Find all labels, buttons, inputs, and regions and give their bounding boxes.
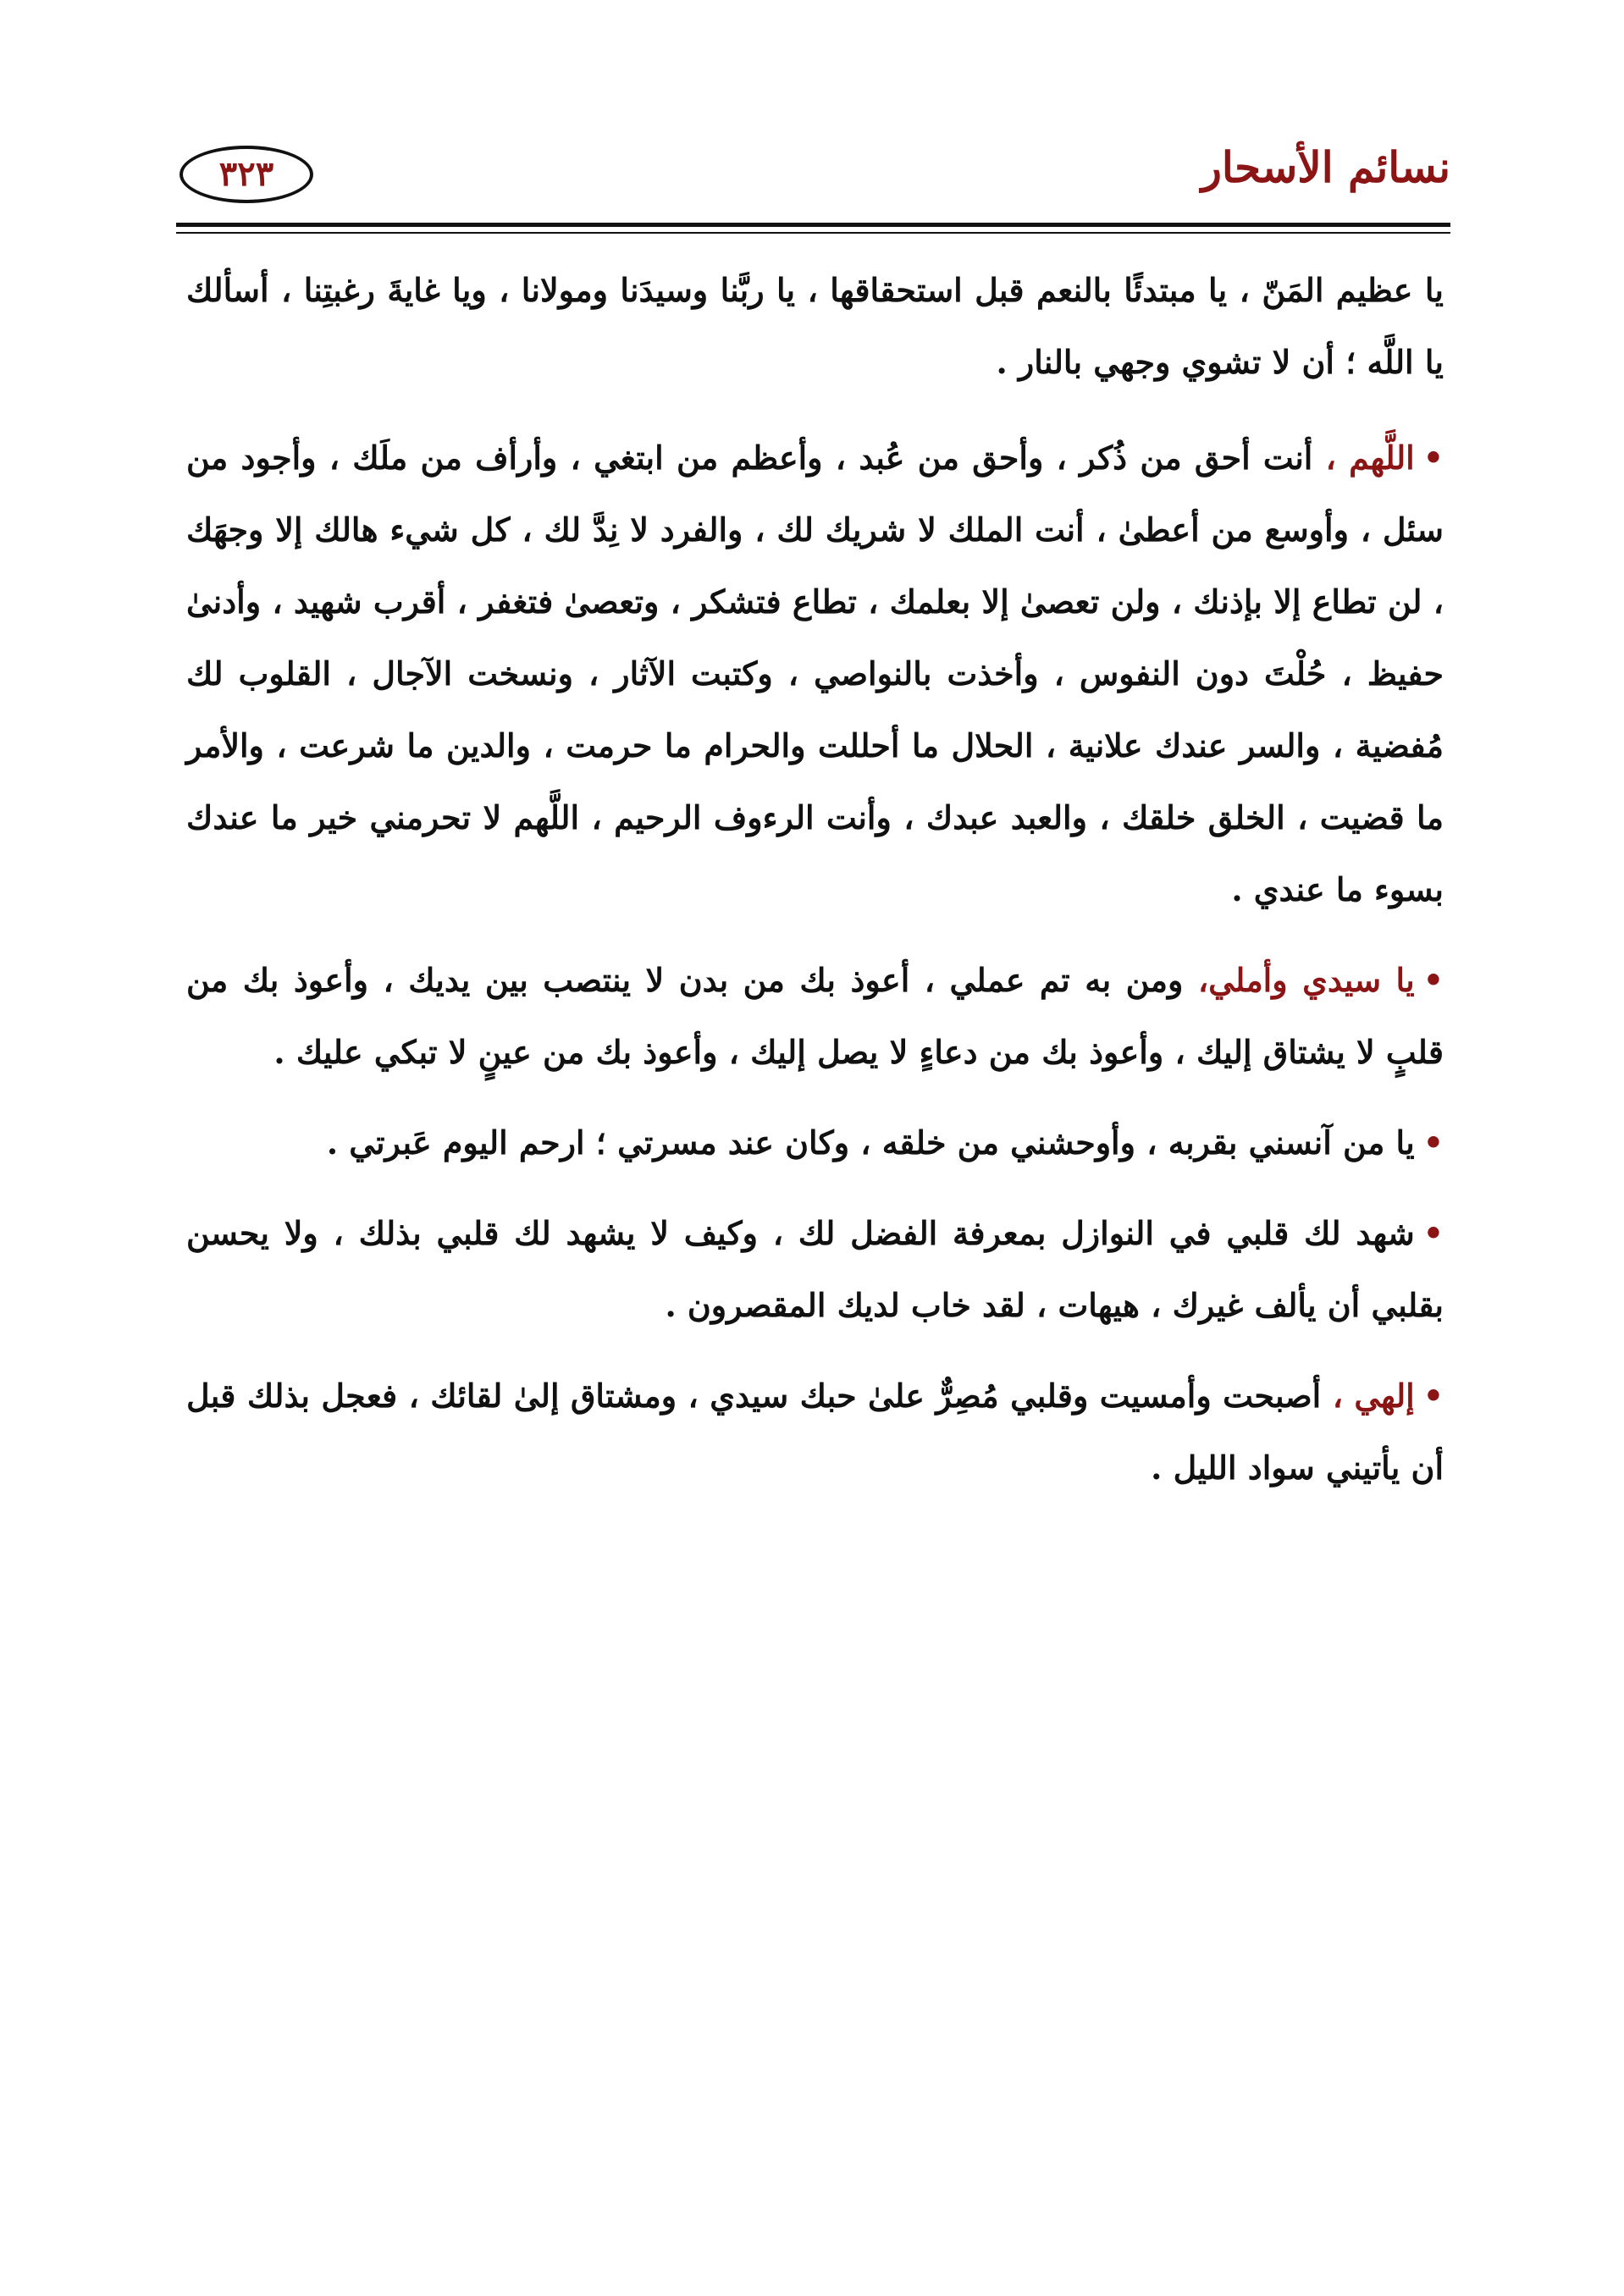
paragraph-text: أصبحت وأمسيت وقلبي مُصِرٌّ علىٰ حبك سيدي ، ومشتاق إلىٰ لقائك ، فعجل بذلك قبل أن يأتيني سواد الليل . [186, 1377, 1444, 1487]
paragraph-1 [186, 254, 1444, 398]
paragraph-4 [186, 1107, 1444, 1178]
paragraph-2 [186, 422, 1444, 925]
page-number: ٣٢٣ [218, 154, 274, 194]
running-title: نسائم الأسحار [1201, 142, 1450, 192]
paragraph-6 [186, 1360, 1444, 1504]
paragraph-text: شهد لك قلبي في النوازل بمعرفة الفضل لك ، وكيف لا يشهد لك قلبي بذلك ، ولا يحسن بقلبي أن يألف غيرك ، هيهات ، لقد خاب لديك المقصرون . [186, 1214, 1444, 1324]
paragraph-text: أنت أحق من ذُكر ، وأحق من عُبد ، وأعظم من ابتغي ، وأرأف من ملَك ، وأجود من سئل ، وأوسع من أعطىٰ ، أنت الملك لا شريك لك ، والفرد لا نِدَّ لك ، كل شيء هالك إلا وجهَك ، لن تطاع إلا بإذنك ، ولن تعصىٰ إلا بعلمك ، تطاع فتشكر ، وتعصىٰ فتغفر ، أقرب شهيد ، وأدنىٰ حفيظ ، حُلْتَ دون النفوس ، وأخذت بالنواصي ، وكتبت الآثار ، ونسخت الآجال ، القلوب لك مُفضية ، والسر عندك علانية ، الحلال ما أحللت والحرام ما حرمت ، والدين ما شرعت ، والأمر ما قضيت ، الخلق خلقك ، والعبد عبدك ، وأنت الرءوف الرحيم ، اللَّهم لا تحرمني خير ما عندك بسوء ما عندي . [186, 439, 1444, 908]
paragraph-text: يا عظيم المَنّ ، يا مبتدئًا بالنعم قبل استحقاقها ، يا ربَّنا وسيدَنا ومولانا ، ويا غايةَ رغبتِنا ، أسألك يا اللَّه ؛ أن لا تشوي وجهي بالنار . [186, 271, 1444, 381]
page-number-ornament [180, 146, 313, 203]
header-rule-thick [176, 223, 1450, 227]
paragraph-3 [186, 944, 1444, 1088]
bullet-icon: • [1422, 439, 1444, 477]
bullet-icon: • [1422, 1377, 1444, 1415]
bullet-icon: • [1422, 961, 1444, 999]
bullet-icon: • [1422, 1214, 1444, 1252]
paragraph-text: يا من آنسني بقربه ، وأوحشني من خلقه ، وكان عند مسرتي ؛ ارحم اليوم عَبرتي . [326, 1123, 1415, 1162]
page-body [186, 254, 1444, 1522]
paragraph-lead: إلهي ، [1332, 1377, 1415, 1415]
bullet-icon: • [1422, 1123, 1444, 1162]
paragraph-text: ومن به تم عملي ، أعوذ بك من بدن لا ينتصب بين يديك ، وأعوذ بك من قلبٍ لا يشتاق إليك ، وأعوذ بك من دعاءٍ لا يصل إليك ، وأعوذ بك من عينٍ لا تبكي عليك . [186, 961, 1444, 1071]
paragraph-lead: يا سيدي وأملي، [1197, 961, 1415, 999]
header-rule-thin [176, 232, 1450, 234]
paragraph-lead: اللَّهم ، [1325, 439, 1415, 477]
paragraph-5 [186, 1197, 1444, 1341]
